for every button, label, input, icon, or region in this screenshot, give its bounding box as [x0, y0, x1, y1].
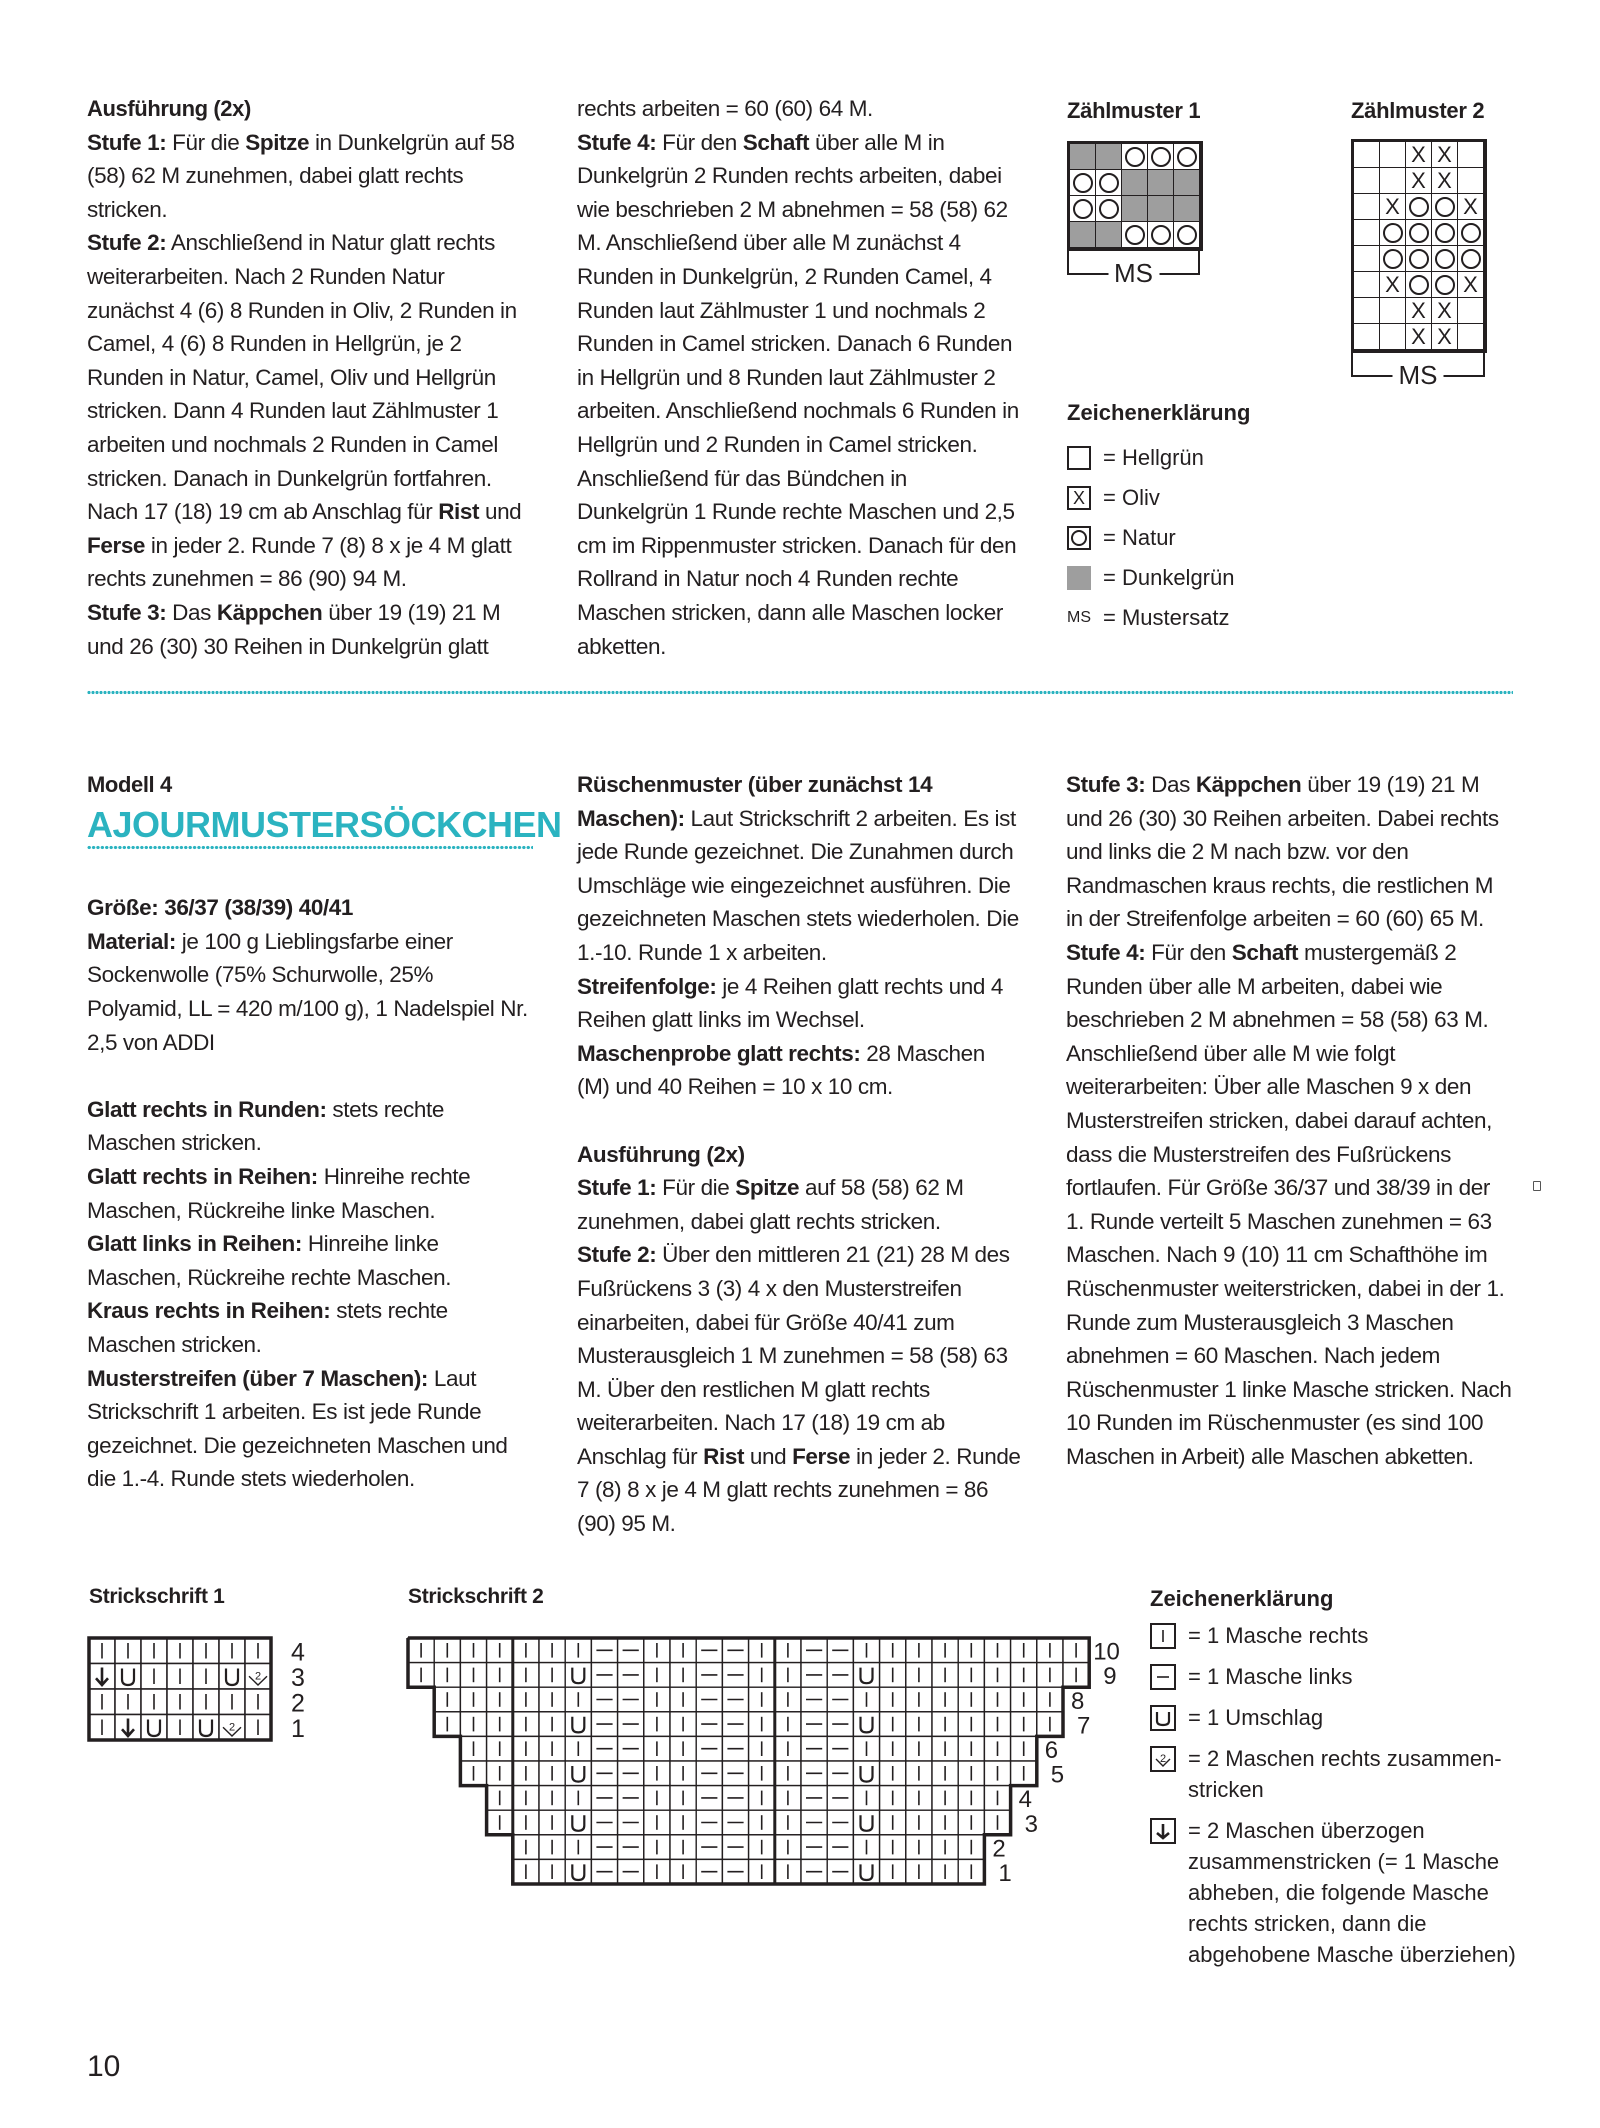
- bold-run: Größe: 36/37 (38/39) 40/41: [87, 895, 354, 921]
- circle-icon: [1177, 225, 1197, 245]
- paragraph: [87, 226, 533, 596]
- cell-natur: [1380, 220, 1406, 246]
- text-run: stets rechte Maschen stricken.: [87, 1298, 448, 1357]
- modell-column-2: [577, 768, 1023, 1541]
- text-run: Das: [166, 599, 217, 625]
- legend-title: Zeichenerklärung: [1067, 400, 1251, 425]
- cell-natur: [1458, 246, 1484, 272]
- circle-icon: [1177, 147, 1197, 167]
- strickschrift-1-chart: [87, 1636, 329, 1749]
- legend-label: = 1 Masche rechts: [1188, 1623, 1369, 1648]
- bold-run: Stufe 2:: [577, 1242, 657, 1268]
- strickschrift-2-chart: [406, 1636, 1147, 1895]
- text-run: Laut Strickschrift 2 arbeiten. Es ist jede Runde gezeichnet. Die Zunahmen durch Umschläge wie eingezeichnet ausführen. Die gezeichneten Maschen stets wiederholen. Die 1.-10. Runde 1 x arbeiten.: [577, 805, 1019, 965]
- bold-run: Rüschenmuster (über zunächst 14 Maschen):: [577, 772, 933, 831]
- bold-run: Stufe 3:: [1066, 772, 1146, 797]
- cell-hellgruen: [1380, 298, 1406, 324]
- text-run: Hinreihe linke Maschen, Rückreihe rechte Maschen.: [87, 1231, 452, 1290]
- row-number: 4: [1018, 1786, 1032, 1814]
- text-run: über alle M in Dunkelgrün 2 Runden rechts arbeiten, dabei wie beschrieben 2 M abnehmen = 58 (58) 62 M. Anschließend über alle M zunächst 4 Runden in Dunkelgrün, 2 Runden Camel, 4 Runden laut Zählmuster 1 und nochmals 2 Runden in Camel stricken. Danach 6 Runden in Hellgrün und 8 Runden laut Zählmuster 2 arbeiten. Anschließend nochmals 6 Runden in Hellgrün und 2 Runden in Camel stricken. Anschließend für das Bündchen in Dunkelgrün 1 Runde rechte Maschen und 2,5 cm im Rippenmuster stricken. Danach für den Rollrand in Natur noch 4 Runden rechte Maschen stricken, dann alle Maschen locker abketten.: [577, 129, 1019, 659]
- legend-item: [1067, 438, 1250, 478]
- cell-oliv: X: [1406, 142, 1432, 168]
- circle-icon: [1435, 275, 1455, 295]
- cell-dunkelgruen: [1096, 222, 1122, 248]
- paragraph: [577, 768, 1023, 970]
- cell-hellgruen: [1458, 168, 1484, 194]
- legend-item: [1150, 1815, 1520, 1970]
- ms-label: MS: [1393, 361, 1444, 389]
- circle-icon: [1461, 223, 1481, 243]
- paragraph: [87, 1294, 533, 1361]
- paragraph: [87, 891, 533, 925]
- k2tog-digit: 2: [1159, 1753, 1167, 1765]
- cell-hellgruen: [1354, 220, 1380, 246]
- bold-run: Stufe 4:: [1066, 939, 1146, 965]
- row-number: 6: [1044, 1737, 1059, 1764]
- text-run: Für den: [1145, 939, 1232, 965]
- legend-label: = 2 Maschen rechts zusammen-stricken: [1188, 1746, 1502, 1802]
- cell-natur: [1380, 246, 1406, 272]
- cell-oliv: X: [1432, 298, 1458, 324]
- row-number: 5: [1050, 1761, 1065, 1789]
- text-run: je 4 Reihen glatt rechts und 4 Reihen glatt links im Wechsel.: [577, 973, 1003, 1033]
- cell-oliv: X: [1432, 324, 1458, 350]
- cell-natur: [1406, 272, 1432, 298]
- circle-icon: [1073, 173, 1093, 193]
- zaehlmuster-2-grid: [1351, 139, 1487, 353]
- row-number: 2: [992, 1835, 1006, 1863]
- circle-symbol-icon: [1067, 526, 1091, 550]
- cell-natur: [1432, 246, 1458, 272]
- cell-hellgruen: [1354, 298, 1380, 324]
- cell-natur: [1070, 196, 1096, 222]
- bold-run: Käppchen: [1195, 772, 1302, 797]
- legend-label: = Dunkelgrün: [1103, 565, 1235, 590]
- row-number: 9: [1103, 1663, 1117, 1691]
- paragraph: [87, 596, 533, 663]
- rich-text: [577, 768, 1023, 1541]
- cell-natur: [1096, 196, 1122, 222]
- row-number: 10: [1093, 1638, 1120, 1666]
- bold-run: Glatt rechts in Runden:: [87, 1096, 327, 1122]
- text-run: rechts arbeiten = 60 (60) 64 M.: [577, 96, 873, 121]
- zaehlmuster-1-grid: [1067, 141, 1203, 251]
- legend-item: [1150, 1702, 1520, 1733]
- cell-dunkelgruen: [1148, 196, 1174, 222]
- mouse-cursor: [1533, 1181, 1541, 1191]
- page-number: 10: [87, 2050, 121, 2083]
- legend-item: [1067, 478, 1250, 518]
- cell-dunkelgruen: [1122, 196, 1148, 222]
- purl-symbol-icon: [1150, 1664, 1176, 1690]
- ms-abbrev: MS: [1067, 609, 1091, 626]
- legend-label: = Hellgrün: [1103, 445, 1204, 470]
- text-run: in jeder 2. Runde 7 (8) 8 x je 4 M glatt rechts zunehmen = 86 (90) 94 M.: [87, 532, 512, 592]
- yarn-over-icon: [1157, 1712, 1169, 1725]
- circle-icon: [1151, 225, 1171, 245]
- paragraph: [577, 92, 1023, 126]
- k2tog-digit: 2: [254, 1670, 262, 1683]
- cell-natur: [1174, 222, 1200, 248]
- paragraph: [577, 1238, 1023, 1540]
- modell-label: Modell 4: [87, 772, 172, 797]
- bold-run: Stufe 1:: [577, 1175, 657, 1201]
- bold-run: Kraus rechts in Reihen:: [87, 1298, 331, 1324]
- paragraph: [87, 1362, 533, 1496]
- cell-oliv: X: [1380, 194, 1406, 220]
- paragraph: [87, 925, 533, 1059]
- circle-icon: [1435, 197, 1455, 217]
- ssk-arrow-icon: [1150, 1818, 1176, 1844]
- row-number: 1: [291, 1715, 305, 1743]
- cell-hellgruen: [1380, 324, 1406, 350]
- paragraph: [577, 1037, 1023, 1104]
- circle-icon: [1435, 249, 1455, 269]
- row-number: 2: [291, 1689, 305, 1718]
- cell-hellgruen: [1354, 272, 1380, 298]
- text-run: Für die: [166, 129, 246, 155]
- legend-symbols: [1150, 1583, 1520, 1980]
- legend-item: [1067, 518, 1250, 558]
- paragraph: [577, 1171, 1023, 1238]
- cell-natur: [1122, 144, 1148, 170]
- cell-hellgruen: [1354, 194, 1380, 220]
- paragraph: [87, 1227, 533, 1294]
- paragraph: [87, 126, 533, 227]
- cell-hellgruen: [1380, 168, 1406, 194]
- cell-hellgruen: [1354, 142, 1380, 168]
- cell-natur: [1432, 220, 1458, 246]
- k2tog-icon: [1150, 1746, 1176, 1772]
- row-number: 7: [1077, 1712, 1091, 1740]
- row-number: 8: [1071, 1687, 1085, 1715]
- circle-icon: [1409, 197, 1429, 217]
- text-run: Hinreihe rechte Maschen, Rückreihe linke Maschen.: [87, 1163, 471, 1223]
- legend-item: [1150, 1661, 1520, 1692]
- text-run: Anschließend in Natur glatt rechts weiterarbeiten. Nach 2 Runden Natur zunächst 4 (6) 8 Runden in Oliv, 2 Runden in Camel, 4 (6) 8 Runden in Hellgrün, je 2 Runden in Natur, Camel, Oliv und Hellgrün stricken. Dann 4 Runden laut Zählmuster 1 arbeiten und nochmals 2 Runden in Camel stricken. Danach in Dunkelgrün fortfahren. Nach 17 (18) 19 cm ab Anschlag für: [87, 230, 517, 525]
- bold-run: Maschenprobe glatt rechts:: [577, 1040, 861, 1066]
- cell-dunkelgruen: [1174, 170, 1200, 196]
- bold-run: Rist: [438, 499, 480, 525]
- text-run: Für den: [656, 129, 743, 155]
- cell-dunkelgruen: [1070, 222, 1096, 248]
- cell-natur: [1406, 194, 1432, 220]
- bold-run: Material:: [87, 928, 176, 954]
- text-run: Laut Strickschrift 1 arbeiten. Es ist jede Runde gezeichnet. Die gezeichneten Maschen und die 1.-4. Runde stets wiederholen.: [87, 1365, 508, 1492]
- bold-run: Streifenfolge:: [577, 973, 717, 999]
- bold-run: Glatt rechts in Reihen:: [87, 1163, 318, 1189]
- row-number: 1: [998, 1860, 1012, 1887]
- cell-hellgruen: [1458, 324, 1484, 350]
- zaehlmuster-1-title: Zählmuster 1: [1067, 98, 1201, 123]
- bold-run: Schaft: [742, 129, 810, 155]
- mustersatz-bracket: [1351, 353, 1485, 390]
- legend-item: [1150, 1620, 1520, 1651]
- text-run: und: [744, 1443, 793, 1469]
- paragraph: [1066, 936, 1512, 1474]
- cell-natur: [1174, 144, 1200, 170]
- strickschrift-1-title: Strickschrift 1: [89, 1585, 225, 1608]
- ms-label: MS: [1108, 259, 1159, 287]
- cell-hellgruen: [1354, 246, 1380, 272]
- text-run: auf 58 (58) 62 M zunehmen, dabei glatt rechts stricken.: [577, 1175, 964, 1234]
- yarn-over-icon: [1150, 1705, 1176, 1731]
- text-run: mustergemäß 2 Runden über alle M arbeiten, dabei wie beschrieben 2 M abnehmen = 58 (58) 63 M. Anschließend über alle M wie folgt weiterarbeiten: Über alle Maschen 9 x den Musterstreifen stricken, dabei darauf achten, dass die Musterstreifen des Fußrückens fortlaufen. Für Größe 36/37 und 38/39 in der 1. Runde verteilt 5 Maschen zunehmen = 63 Maschen. Nach 9 (10) 11 cm Schafthöhe im Rüschenmuster weiterstricken, dabei in der 1. Runde zum Musterausgleich 3 Maschen abnehmen = 60 Maschen. Nach jedem Rüschenmuster 1 linke Masche stricken. Nach 10 Runden im Rüschenmuster (es sind 100 Maschen in Arbeit) alle Maschen abketten.: [1066, 939, 1512, 1469]
- k2tog-digit: 2: [228, 1721, 236, 1734]
- cell-dunkelgruen: [1070, 144, 1096, 170]
- paragraph: [1066, 768, 1512, 936]
- legend-label: = 2 Maschen überzogen zusammenstricken (= 1 Masche abheben, die folgende Masche rechts stricken, dann die abgehobene Masche überziehen): [1188, 1818, 1516, 1967]
- cell-oliv: X: [1458, 194, 1484, 220]
- cell-oliv: X: [1406, 324, 1432, 350]
- bold-run: Glatt links in Reihen:: [87, 1231, 302, 1257]
- circle-icon: [1073, 199, 1093, 219]
- circle-icon: [1409, 249, 1429, 269]
- paragraph: [87, 1160, 533, 1227]
- row-number: 3: [291, 1664, 305, 1692]
- circle-icon: [1151, 147, 1171, 167]
- legend-label: = Mustersatz: [1103, 605, 1230, 630]
- circle-icon: [1383, 223, 1403, 243]
- modell-column-1: [87, 768, 562, 1496]
- rich-text: [1066, 768, 1512, 1473]
- section-divider: [87, 690, 1513, 696]
- text-run: Das: [1145, 772, 1196, 797]
- cell-natur: [1070, 170, 1096, 196]
- cell-hellgruen: [1458, 298, 1484, 324]
- circle-icon: [1125, 225, 1145, 245]
- bold-run: Rist: [703, 1443, 745, 1469]
- filled-square-icon: [1067, 566, 1091, 590]
- bold-run: Spitze: [245, 129, 310, 155]
- text-run: Für die: [656, 1175, 736, 1201]
- bold-run: Schaft: [1231, 939, 1299, 965]
- circle-icon: [1099, 173, 1119, 193]
- bold-run: Ausführung (2x): [577, 1141, 745, 1167]
- paragraph: [87, 1059, 533, 1093]
- cell-natur: [1096, 170, 1122, 196]
- ssk-arrow-icon: [1157, 1824, 1169, 1838]
- cell-natur: [1458, 220, 1484, 246]
- paragraph: [577, 126, 1023, 664]
- paragraph: [577, 1138, 1023, 1172]
- text-run: in Dunkelgrün auf 58 (58) 62 M zunehmen, dabei glatt rechts stricken.: [87, 129, 515, 222]
- cell-dunkelgruen: [1174, 196, 1200, 222]
- rich-text: [87, 126, 533, 664]
- circle-icon: [1409, 275, 1429, 295]
- circle-icon: [1383, 249, 1403, 269]
- row-number: 4: [291, 1638, 305, 1667]
- rich-text: [87, 891, 533, 1496]
- cell-natur: [1122, 222, 1148, 248]
- text-run: 28 Maschen (M) und 40 Reihen = 10 x 10 cm.: [577, 1040, 985, 1100]
- x-symbol-icon: X: [1067, 486, 1091, 510]
- empty-square-icon: [1067, 446, 1091, 470]
- cell-oliv: X: [1458, 272, 1484, 298]
- cell-hellgruen: [1354, 324, 1380, 350]
- text-run: stets rechte Maschen stricken.: [87, 1096, 444, 1156]
- cell-dunkelgruen: [1148, 170, 1174, 196]
- circle-icon: [1409, 223, 1429, 243]
- cell-hellgruen: [1354, 168, 1380, 194]
- circle-icon: [1099, 199, 1119, 219]
- cell-natur: [1148, 144, 1174, 170]
- bold-run: Stufe 4:: [577, 129, 657, 155]
- cell-hellgruen: [1380, 142, 1406, 168]
- knit-symbol-icon: [1150, 1623, 1176, 1649]
- top-text-column-1: [87, 92, 533, 663]
- bold-run: Spitze: [735, 1175, 800, 1201]
- cell-dunkelgruen: [1122, 170, 1148, 196]
- legend-item: [1067, 598, 1250, 638]
- text-run: über 19 (19) 21 M und 26 (30) 30 Reihen arbeiten. Dabei rechts und links die 2 M nach bzw. vor den Randmaschen kraus rechts, die restlichen M in der Streifenfolge arbeiten = 60 (60) 65 M.: [1066, 772, 1499, 932]
- rich-text: [577, 92, 1023, 663]
- cell-oliv: X: [1406, 298, 1432, 324]
- circle-icon: [1125, 147, 1145, 167]
- paragraph: [577, 1104, 1023, 1138]
- legend-label: = Oliv: [1103, 485, 1160, 510]
- legend-label: = 1 Umschlag: [1188, 1705, 1324, 1730]
- top-text-column-2: [577, 92, 1023, 663]
- cell-natur: [1432, 194, 1458, 220]
- mustersatz-bracket: [1067, 251, 1200, 288]
- bold-run: Stufe 2:: [87, 230, 167, 256]
- bold-run: Stufe 3:: [87, 599, 167, 625]
- paragraph: [87, 1093, 533, 1160]
- circle-icon: [1435, 223, 1455, 243]
- strickschrift-2-title: Strickschrift 2: [408, 1585, 544, 1608]
- cell-oliv: X: [1380, 272, 1406, 298]
- cell-dunkelgruen: [1096, 144, 1122, 170]
- legend-item: [1067, 558, 1250, 598]
- cell-oliv: X: [1406, 168, 1432, 194]
- bold-run: Musterstreifen (über 7 Maschen):: [87, 1365, 429, 1391]
- text-run: in jeder 2. Runde 7 (8) 8 x je 4 M glatt rechts zunehmen = 86 (90) 95 M.: [577, 1443, 1021, 1537]
- cell-natur: [1406, 246, 1432, 272]
- cell-natur: [1432, 272, 1458, 298]
- modell-column-3: [1066, 768, 1512, 1473]
- zaehlmuster-2-title: Zählmuster 2: [1351, 98, 1485, 123]
- text-run: über 19 (19) 21 M und 26 (30) 30 Reihen in Dunkelgrün glatt: [87, 599, 501, 659]
- cell-oliv: X: [1432, 142, 1458, 168]
- legend-item: [1150, 1743, 1520, 1805]
- bold-run: Käppchen: [216, 599, 323, 625]
- section-heading-ausfuehrung: Ausführung (2x): [87, 96, 251, 121]
- cell-hellgruen: [1458, 142, 1484, 168]
- legend-colors: [1067, 400, 1250, 638]
- text-run: je 100 g Lieblingsfarbe einer Sockenwolle (75% Schurwolle, 25% Polyamid, LL = 420 m/100 g), 1 Nadelspiel Nr. 2,5 von ADDI: [87, 928, 528, 1055]
- circle-icon: [1461, 249, 1481, 269]
- text-run: und: [479, 499, 522, 525]
- cell-oliv: X: [1432, 168, 1458, 194]
- row-number: 3: [1024, 1810, 1038, 1838]
- bold-run: Stufe 1:: [87, 129, 167, 155]
- paragraph: [577, 970, 1023, 1037]
- cell-natur: [1406, 220, 1432, 246]
- legend-title: Zeichenerklärung: [1150, 1586, 1334, 1611]
- cell-natur: [1148, 222, 1174, 248]
- legend-label: = Natur: [1103, 525, 1176, 550]
- text-run: Über den mittleren 21 (21) 28 M des Fußrückens 3 (3) 4 x den Musterstreifen einarbeiten, dabei für Größe 40/41 zum Musterausgleich 1 M zunehmen = 58 (58) 63 M. Über den restlichen M glatt rechts weiterarbeiten. Nach 17 (18) 19 cm ab Anschlag für: [577, 1242, 1010, 1469]
- modell-title: AJOURMUSTERSÖCKCHEN: [87, 803, 562, 845]
- legend-label: = 1 Masche links: [1188, 1664, 1353, 1689]
- bold-run: Ferse: [792, 1443, 851, 1469]
- bold-run: Ferse: [87, 532, 146, 558]
